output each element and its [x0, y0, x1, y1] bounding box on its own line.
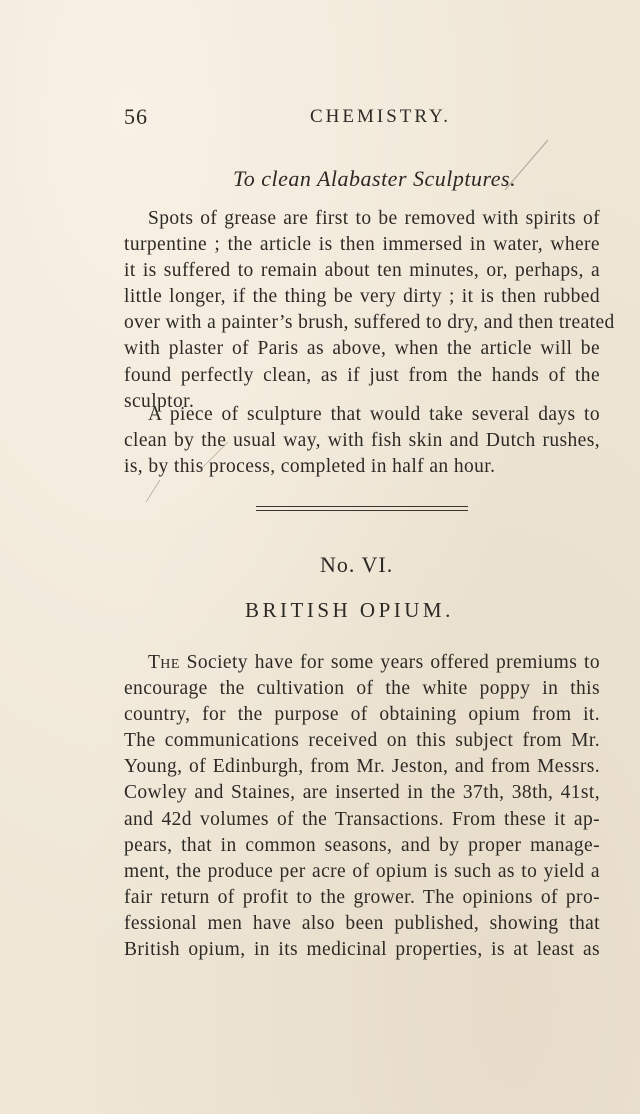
- text-line: Young, of Edinburgh, from Mr. Jeston, and from Messrs.: [124, 756, 600, 778]
- text-line: it is suffered to remain about ten minutes, or, perhaps, a: [124, 260, 600, 282]
- text-line: British opium, in its medicinal properties, is at least as: [124, 939, 600, 961]
- text-line: and 42d volumes of the Transactions. From these it ap-: [124, 808, 600, 830]
- text-line: with plaster of Paris as above, when the article will be: [124, 338, 600, 360]
- text-line: fair return of profit to the grower. The opinions of pro-: [124, 886, 600, 908]
- text-line: pears, that in common seasons, and by proper manage-: [124, 834, 600, 856]
- text-line: sculptor.: [124, 390, 195, 412]
- lead-word: The: [148, 652, 180, 673]
- text-line: clean by the usual way, with fish skin and Dutch rushes,: [124, 430, 600, 452]
- text-line: encourage the cultivation of the white poppy in this: [124, 678, 600, 700]
- text-line: Spots of grease are first to be removed with spirits of: [148, 208, 600, 229]
- running-title: CHEMISTRY.: [310, 106, 452, 127]
- text-line: ment, the produce per acre of opium is such as to yield a: [124, 860, 600, 882]
- text-line: fessional men have also been published, showing that: [124, 912, 600, 934]
- page-number: 56: [124, 104, 148, 129]
- section-title: To clean Alabaster Sculptures.: [233, 166, 517, 191]
- text-line: country, for the purpose of obtaining opium from it.: [124, 704, 600, 726]
- article-title: BRITISH OPIUM.: [245, 598, 454, 622]
- text-line: Cowley and Staines, are inserted in the 37th, 38th, 41st,: [124, 782, 600, 804]
- text-line: is, by this process, completed in half an hour.: [124, 456, 496, 478]
- text-line: found perfectly clean, as if just from the hands of the: [124, 364, 600, 386]
- text-line: A piece of sculpture that would take several days to: [148, 404, 600, 425]
- text-line: little longer, if the thing be very dirty ; it is then rubbed: [124, 286, 600, 308]
- article-number: No. VI.: [320, 552, 394, 577]
- text-line: The communications received on this subject from Mr.: [124, 730, 600, 752]
- first-line-rest: Society have for some years offered premiums to: [186, 652, 600, 673]
- text-line: turpentine ; the article is then immersed in water, where: [124, 234, 600, 256]
- text-line: over with a painter’s brush, suffered to dry, and then treated: [124, 312, 615, 334]
